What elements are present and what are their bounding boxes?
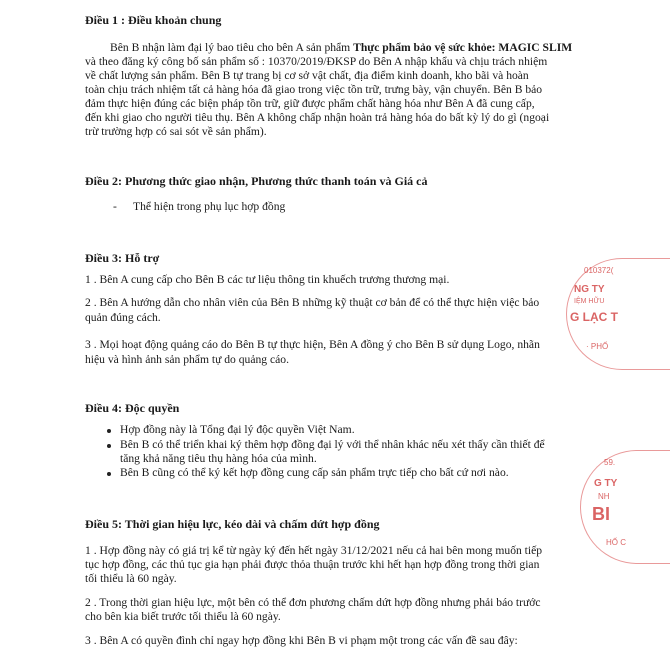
stamp-text: G TY (594, 478, 618, 489)
article-4-bullet-2-line-1: Bên B có thể triển khai ký thêm hợp đồng đại lý với thể nhân khác nếu xét thấy cần thiết để (120, 438, 545, 451)
stamp-text: G LẠC T (570, 310, 618, 324)
article-1-line-4: toàn chịu trách nhiệm tất cả hàng hóa đã giao trong việc tồn trữ, trưng bày, vận chuyển. Bên B bảo (85, 83, 543, 96)
article-5-para-1-line-1: 1 . Hợp đồng này có giá trị kể từ ngày ký đến hết ngày 31/12/2021 nếu cả hai bên mong muốn tiếp (85, 544, 543, 557)
article-1-line-7: trừ trường hợp có sai sót về sản phẩm). (85, 125, 267, 138)
article-3-para-1: 1 . Bên A cung cấp cho Bên B các tư liệu thông tin khuếch trương thương mại. (85, 273, 450, 286)
article-3-para-3-line-1: 3 . Mọi hoạt động quảng cáo do Bên B tự thực hiện, Bên A đồng ý cho Bên B sử dụng Logo, nhãn (85, 338, 540, 351)
stamp-text: IỆM HỮU (574, 298, 605, 305)
article-5-para-1-line-3: tối thiểu là 60 ngày. (85, 572, 177, 585)
article-4-bullet-3: Bên B cũng có thể ký kết hợp đồng cung cấp sản phẩm trực tiếp cho bất cứ nơi nào. (120, 466, 509, 479)
article-1-line-3: về chất lượng sản phẩm. Bên B tự trang bị cơ sở vật chất, địa điểm kinh doanh, kho bãi và hoàn (85, 69, 529, 82)
bullet-dot (107, 444, 111, 448)
stamp-text: · PHỐ (586, 342, 609, 351)
article-3-para-2-line-1: 2 . Bên A hướng dẫn cho nhân viên của Bên B những kỹ thuật cơ bản để có thể thực hiện việc bảo (85, 296, 540, 309)
article-3-heading: Điều 3: Hỗ trợ (85, 251, 160, 265)
article-2-item: Thể hiện trong phụ lục hợp đồng (133, 200, 286, 213)
stamp-text: HỐ C (606, 538, 626, 547)
stamp-text: BI (592, 504, 610, 524)
article-4-bullet-1: Hợp đồng này là Tổng đại lý độc quyền Việt Nam. (120, 423, 355, 436)
stamp-text: 010372( (584, 266, 614, 275)
product-name: Thực phẩm bảo vệ sức khỏe: MAGIC SLIM (353, 41, 573, 54)
article-5-para-1-line-2: tục hợp đồng, các thủ tục gia hạn phải được thỏa thuận trước khi hết hạn hợp đồng trong thời gian (85, 558, 540, 571)
article-5-para-3: 3 . Bên A có quyền đình chỉ ngay hợp đồng khi Bên B vi phạm một trong các vấn đề sau đây: (85, 634, 518, 647)
article-1-heading: Điều 1 : Điều khoản chung (85, 13, 222, 27)
article-5-para-2-line-2: cho bên kia biết trước tối thiểu là 60 ngày. (85, 610, 281, 623)
stamp-text: NG TY (574, 284, 605, 295)
stamp-text: 59. (604, 458, 616, 467)
article-2-heading: Điều 2: Phương thức giao nhận, Phương thức thanh toán và Giá cả (85, 174, 428, 188)
bullet-dot (107, 472, 111, 476)
article-4-heading: Điều 4: Độc quyền (85, 401, 180, 415)
dash-bullet: - (113, 200, 117, 213)
article-1-line-6: đến khi giao cho người tiêu thụ. Bên A không chấp nhận hoàn trả hàng hóa do bất kỳ lý do gì (ngoại (85, 111, 550, 124)
article-3-para-2-line-2: quản đúng cách. (85, 311, 161, 324)
article-1-line-5: đảm thực hiện đúng các biện pháp tồn trữ, giữ được phẩm chất hàng hóa như Bên A đã cung cấp, (85, 97, 535, 110)
article-1-line-1: Bên B nhận làm đại lý bao tiêu cho bên A sản phẩm Thực phẩm bảo vệ sức khỏe: MAGIC SLIM (110, 41, 573, 54)
article-1-line-2: và theo đăng ký công bố sản phẩm số : 10370/2019/ĐKSP do Bên A nhập khẩu và chịu trách nhiệm (85, 55, 548, 68)
article-3-para-3-line-2: hiệu và hình ảnh sản phẩm tự do quảng cáo. (85, 353, 289, 366)
article-5-heading: Điều 5: Thời gian hiệu lực, kéo dài và chấm dứt hợp đồng (85, 517, 380, 531)
stamp-text: NH (598, 492, 610, 501)
bullet-dot (107, 429, 111, 433)
article-4-bullet-2-line-2: tăng khả năng tiêu thụ hàng hóa của mình. (120, 452, 317, 465)
article-5-para-2-line-1: 2 . Trong thời gian hiệu lực, một bên có thể đơn phương chấm dứt hợp đồng nhưng phải báo trước (85, 596, 541, 609)
